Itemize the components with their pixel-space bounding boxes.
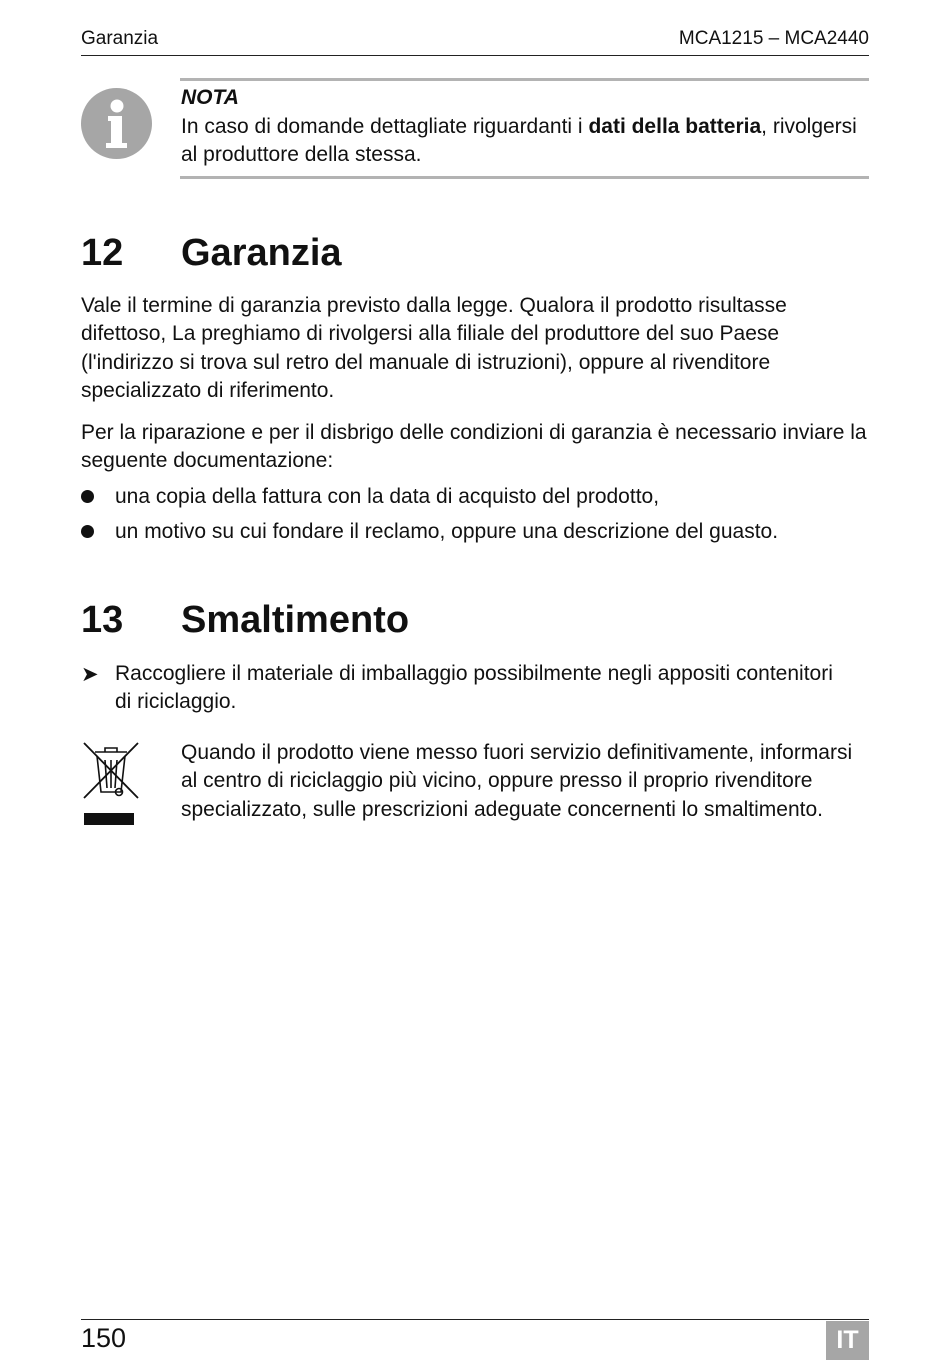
warranty-paragraph-1: Vale il termine di garanzia previsto dalla legge. Qualora il prodotto risultasse difettoso, La preghiamo di rivolgersi alla filiale del produttore del suo Paese (l'indirizzo si trova sul retro del manuale di istruzioni), oppure al rivenditore specializzato di riferimento. — [81, 294, 787, 402]
packaging-instruction: Raccogliere il materiale di imballaggio possibilmente negli appositi contenitori di riciclaggio. — [115, 662, 833, 714]
note-emphasis: dati della batteria — [588, 115, 762, 138]
footer-divider — [81, 1319, 869, 1320]
warranty-paragraph-2: Per la riparazione e per il disbrigo delle condizioni di garanzia è necessario inviare la seguente documentazione: — [81, 421, 867, 473]
bullet-icon — [81, 490, 94, 503]
list-item: un motivo su cui fondare il reclamo, oppure una descrizione del guasto. — [115, 520, 779, 543]
note-top-rule — [180, 78, 869, 81]
note-text: In caso di domande dettagliate riguardanti i dati della batteria, rivolgersi al produttore della stessa. — [181, 115, 857, 166]
section-13-number: 13 — [81, 599, 124, 641]
crossed-out-bin-icon — [81, 740, 141, 830]
language-badge: IT — [826, 1321, 869, 1360]
header-model-range: MCA1215 – MCA2440 — [678, 28, 869, 49]
section-13-title: Smaltimento — [181, 599, 410, 641]
section-12-title: Garanzia — [181, 232, 342, 274]
list-item: una copia della fattura con la data di acquisto del prodotto, — [115, 485, 660, 508]
note-bottom-rule — [180, 176, 869, 179]
bullet-icon — [81, 525, 94, 538]
page-number: 150 — [81, 1323, 127, 1353]
disposal-instructions: Quando il prodotto viene messo fuori servizio definitivamente, informarsi al centro di riciclaggio più vicino, oppure presso il proprio rivenditore specializzato, sulle prescrizioni adeguate concernenti lo smaltimento. — [181, 741, 853, 821]
header-section-title: Garanzia — [81, 28, 159, 49]
info-icon — [81, 88, 152, 159]
header-divider — [81, 55, 869, 56]
arrow-icon: ➤ — [81, 663, 99, 686]
section-12-number: 12 — [81, 232, 124, 274]
note-title: NOTA — [181, 86, 239, 109]
